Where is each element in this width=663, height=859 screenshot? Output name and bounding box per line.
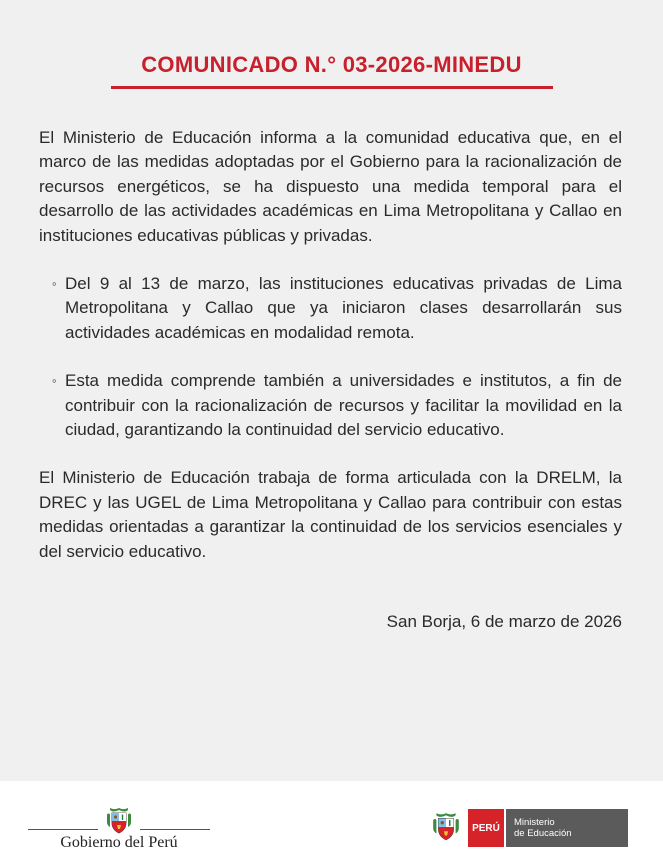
list-item — [39, 369, 622, 442]
gobierno-text: Gobierno del Perú — [60, 834, 178, 851]
minedu-logo — [426, 807, 630, 847]
peru-label: PERÚ — [468, 809, 504, 847]
logo-divider-right — [140, 829, 210, 830]
bullet-marker: ◦ — [52, 276, 57, 292]
logo-divider-left — [28, 829, 98, 830]
ministry-line-2: de Educación — [514, 828, 572, 839]
bullet-marker: ◦ — [52, 373, 57, 389]
bullet-text: Esta medida comprende también a universidades e institutos, a fin de contribuir con la racionalización de recursos y facilitar la movilidad en la ciudad, garantizando la continuidad del servicio educativo. — [65, 371, 622, 440]
intro-paragraph: El Ministerio de Educación informa a la comunidad educativa que, en el marco de las medidas adoptadas por el Gobierno para la racionalización de recursos energéticos, se ha dispuesto una medida temporal para el desarrollo de las actividades académicas en Lima Metropolitana y Callao en instituciones educativas públicas y privadas. — [39, 128, 622, 245]
place-date: San Borja, 6 de marzo de 2026 — [386, 612, 622, 632]
coat-of-arms-icon — [430, 811, 462, 843]
closing-paragraph: El Ministerio de Educación trabaja de forma articulada con la DRELM, la DREC y las UGEL de Lima Metropolitana y Callao para contribuir con estas medidas orientadas a garantizar la continuidad de los servicios esenciales y del servicio educativo. — [39, 468, 622, 561]
title-wrapper — [0, 52, 663, 89]
document-title: COMUNICADO N.° 03-2026-MINEDU — [111, 52, 553, 89]
ministry-line-1: Ministerio — [514, 817, 555, 828]
bullet-text: Del 9 al 13 de marzo, las instituciones educativas privadas de Lima Metropolitana y Callao que ya iniciaron clases desarrollarán sus actividades académicas en modalidad remota. — [65, 274, 622, 342]
gobierno-logo — [28, 803, 210, 855]
list-item — [39, 272, 622, 345]
ministry-label — [506, 809, 628, 847]
document-body — [39, 126, 622, 635]
footer — [0, 781, 663, 859]
coat-of-arms-icon — [104, 807, 134, 835]
bullet-list — [39, 272, 622, 442]
